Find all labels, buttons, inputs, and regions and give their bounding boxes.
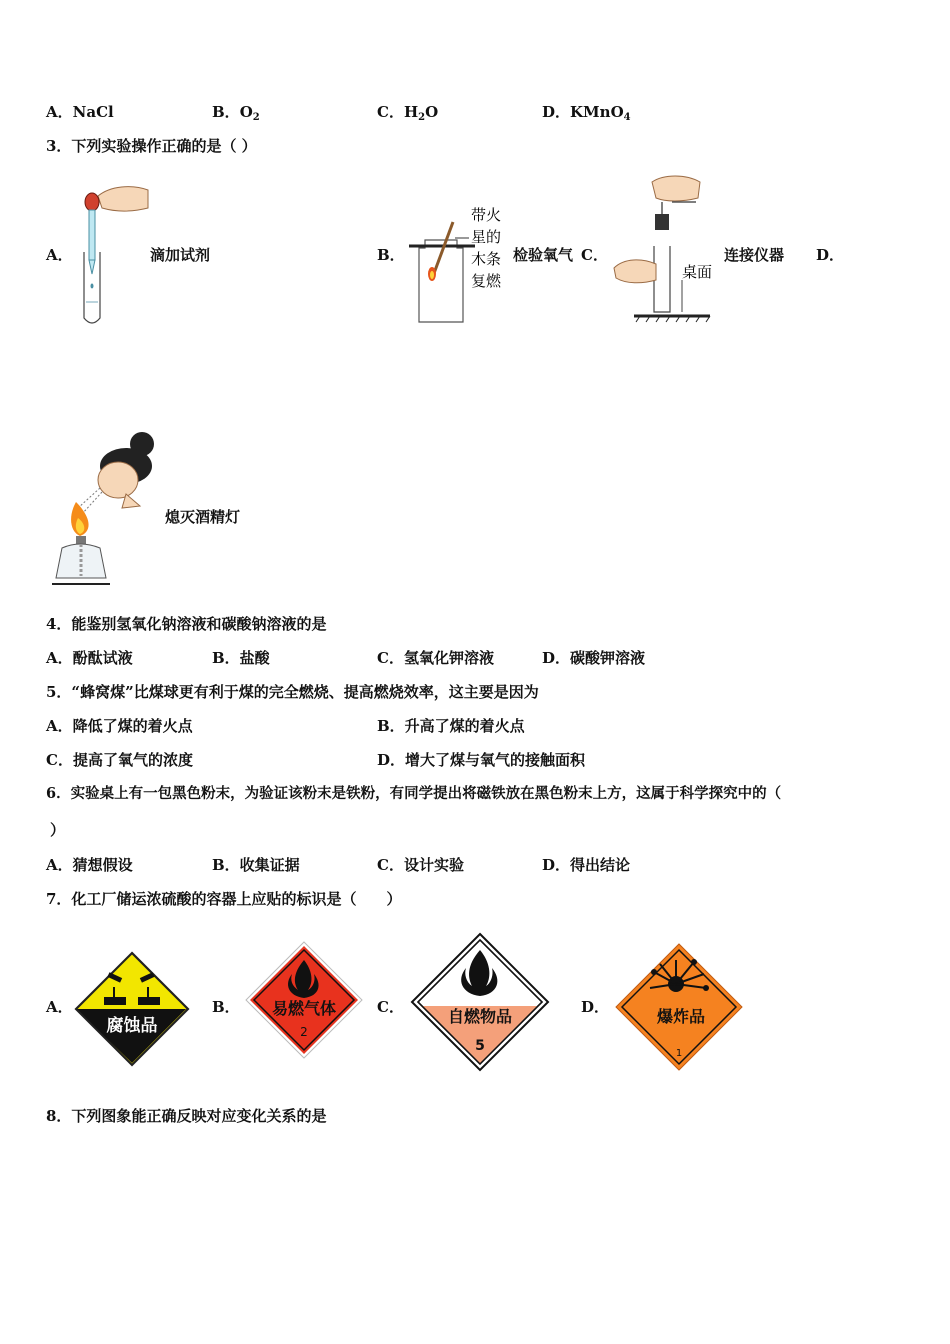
connect-apparatus-illustration — [612, 172, 722, 324]
q3-a-label: 滴加试剂 — [150, 246, 211, 264]
q5-option-d: D．增大了煤与氧气的接触面积 — [377, 751, 586, 769]
q3-c-label: 连接仪器 — [724, 246, 785, 264]
sign-text: 腐蚀品 — [106, 1016, 158, 1036]
subscript: 4 — [623, 112, 631, 123]
q7-a-letter: A． — [46, 998, 73, 1016]
q6-option-b: B．收集证据 — [212, 856, 300, 874]
option-text: O — [239, 103, 253, 121]
subscript: 2 — [418, 112, 426, 123]
q6-option-d: D．得出结论 — [542, 856, 631, 874]
option-text: O — [425, 103, 439, 121]
explosive-hazard-sign — [614, 942, 744, 1072]
q7-d-letter: D． — [581, 998, 610, 1016]
q3-d-letter: D． — [816, 246, 845, 264]
option-letter: A． — [46, 103, 73, 121]
annotation-text: 木条 — [471, 250, 502, 268]
option-letter: D． — [542, 103, 571, 121]
subscript: 2 — [252, 112, 260, 123]
option-text: KMnO — [570, 103, 624, 121]
dropper-tube-illustration — [70, 182, 150, 330]
option-text: NaCl — [72, 103, 114, 121]
q4-option-d: D．碳酸钾溶液 — [542, 649, 646, 667]
sign-text: 自燃物品 — [447, 1007, 513, 1026]
q6-option-a: A．猜想假设 — [46, 856, 133, 874]
blow-out-lamp-illustration — [48, 428, 160, 592]
q5-option-c: C．提高了氧气的浓度 — [46, 751, 193, 769]
q8-stem: 8．下列图象能正确反映对应变化关系的是 — [46, 1107, 327, 1125]
q4-option-a: A．酚酞试液 — [46, 649, 133, 667]
q3-b-label: 检验氧气 — [513, 246, 574, 264]
q3-d-label: 熄灭酒精灯 — [165, 508, 241, 526]
flammable-gas-sign — [244, 940, 364, 1060]
q2-option-d — [542, 102, 631, 122]
sign-number: 2 — [300, 1025, 308, 1039]
annotation-text: 复燃 — [471, 272, 502, 290]
q4-option-c: C．氢氧化钾溶液 — [377, 649, 494, 667]
sign-number: 5 — [475, 1038, 485, 1054]
sign-number: 1 — [675, 1048, 683, 1059]
q7-c-letter: C． — [377, 998, 404, 1016]
spontaneous-combustion-sign — [410, 932, 550, 1072]
oxygen-test-illustration — [405, 200, 515, 330]
annotation-text: 桌面 — [682, 263, 713, 281]
annotation-text: 星的 — [471, 228, 502, 246]
option-letter: C． — [377, 103, 404, 121]
q3-c-letter: C． — [581, 246, 608, 264]
q2-option-c — [377, 102, 438, 122]
option-letter: B． — [212, 103, 240, 121]
q3-b-letter: B． — [377, 246, 405, 264]
q3-a-letter: A． — [46, 246, 73, 264]
sign-text: 爆炸品 — [656, 1007, 706, 1026]
corrosive-hazard-sign — [74, 951, 190, 1067]
q3-stem: 3．下列实验操作正确的是（ ） — [46, 137, 257, 155]
q5-option-a: A．降低了煤的着火点 — [46, 717, 193, 735]
q2-option-a — [46, 102, 114, 122]
q6-stem: 6．实验桌上有一包黑色粉末，为验证该粉末是铁粉，有同学提出将磁铁放在黑色粉末上方，这属于科学探究中的（ — [46, 785, 782, 802]
q5-option-b: B．升高了煤的着火点 — [377, 717, 525, 735]
q6-option-c: C．设计实验 — [377, 856, 464, 874]
q5-stem: 5．“蜂窝煤”比煤球更有利于煤的完全燃烧、提高燃烧效率，这主要是因为 — [46, 683, 539, 701]
q6-stem-end: ） — [50, 821, 66, 839]
q7-stem: 7．化工厂储运浓硫酸的容器上应贴的标识是（ ） — [46, 890, 402, 908]
q4-option-b: B．盐酸 — [212, 649, 270, 667]
annotation-text: 带火 — [471, 206, 502, 224]
sign-text: 易燃气体 — [271, 999, 337, 1018]
q2-option-b — [212, 102, 260, 122]
q4-stem: 4．能鉴别氢氧化钠溶液和碳酸钠溶液的是 — [46, 615, 327, 633]
q7-b-letter: B． — [212, 998, 240, 1016]
option-text: H — [403, 103, 419, 121]
